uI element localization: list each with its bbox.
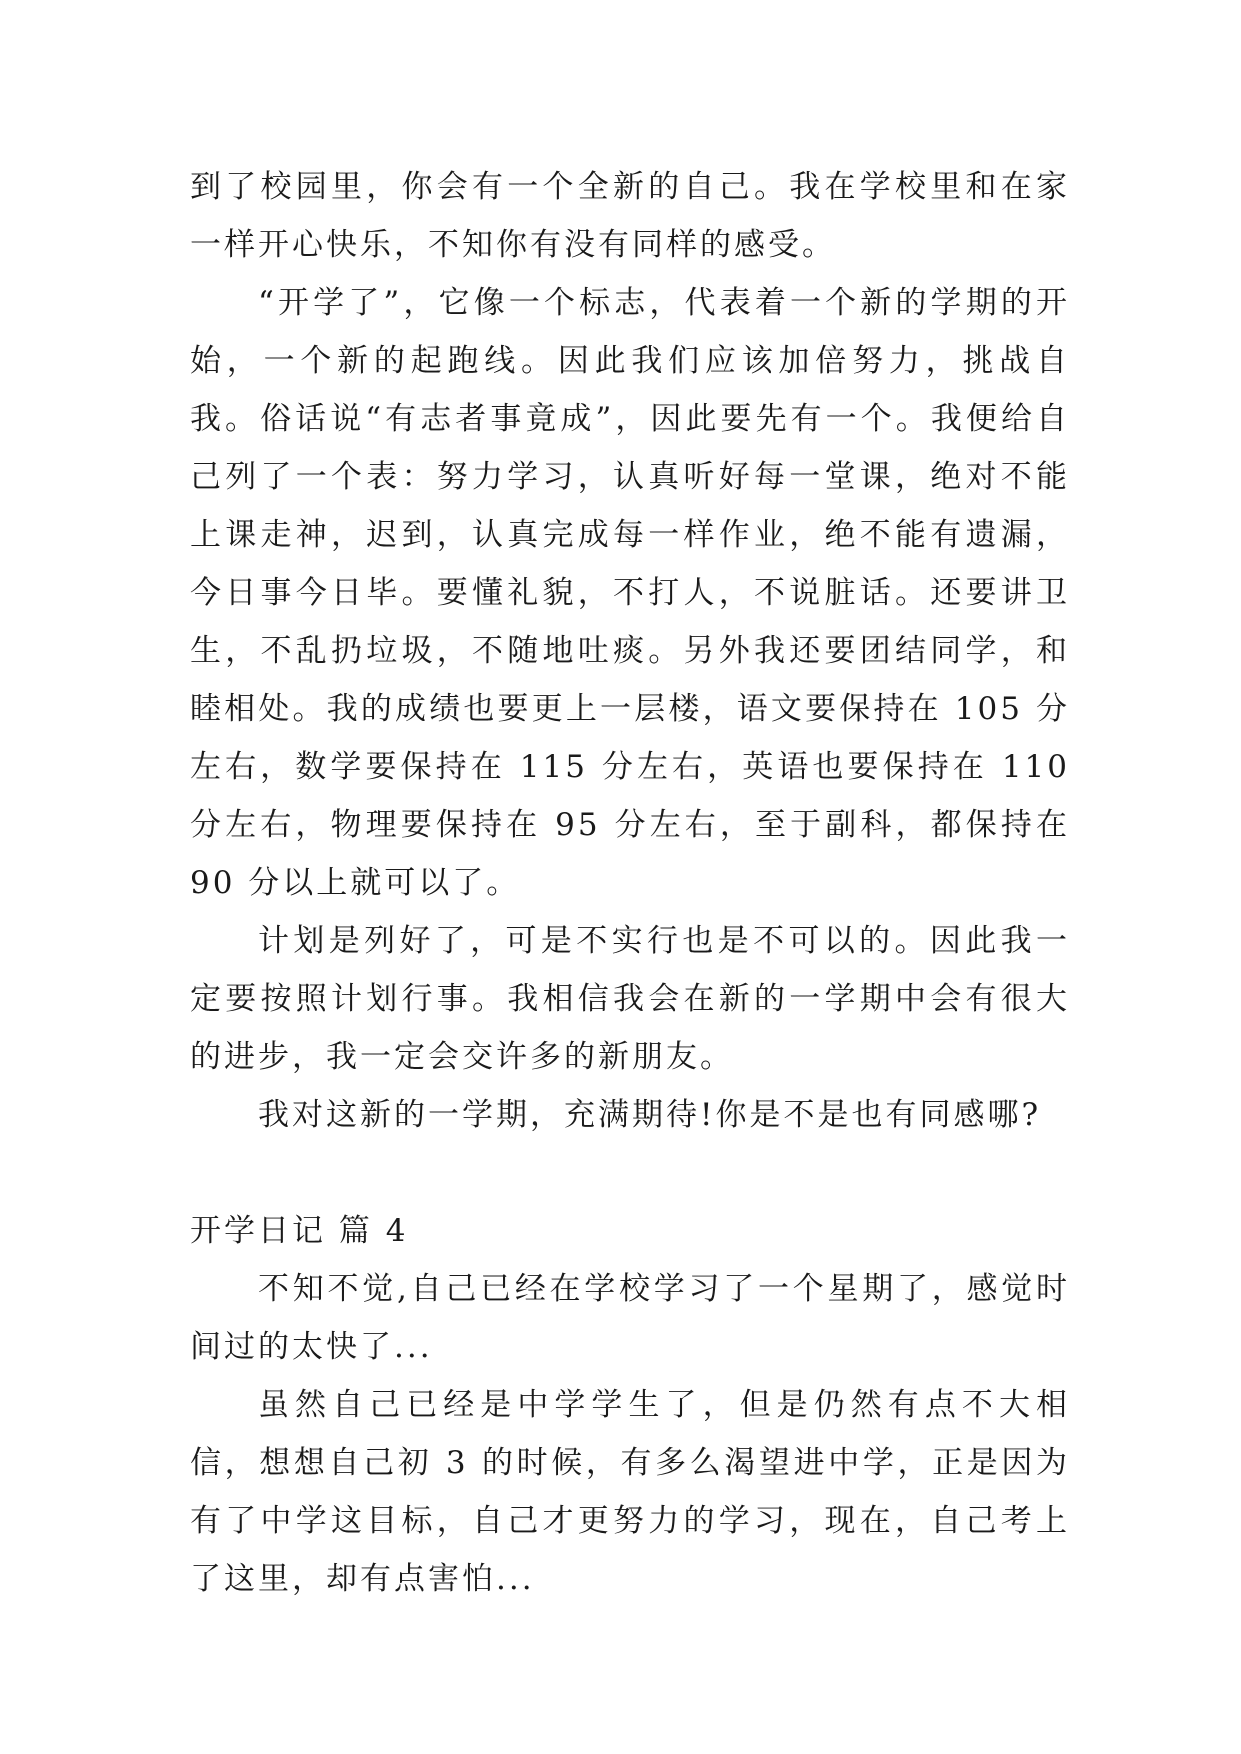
document-body	[190, 158, 1070, 1608]
paragraph-action: 计划是列好了，可是不实行也是不可以的。因此我一定要按照计划行事。我相信我会在新的一学期中会有很大的进步，我一定会交许多的新朋友。	[190, 923, 1070, 1075]
paragraph-plan: “开学了”，它像一个标志，代表着一个新的学期的开始，一个新的起跑线。因此我们应该加倍努力，挑战自我。俗话说“有志者事竟成”，因此要先有一个。我便给自己列了一个表：努力学习，认真听好每一堂课，绝对不能上课走神，迟到，认真完成每一样作业，绝不能有遗漏，今日事今日毕。要懂礼貌，不打人，不说脏话。还要讲卫生，不乱扔垃圾，不随地吐痰。另外我还要团结同学，和睦相处。我的成绩也要更上一层楼，语文要保持在 105 分左右，数学要保持在 115 分左右，英语也要保持在 110 分左右，物理要保持在 95 分左右，至于副科，都保持在 90 分以上就可以了。	[190, 285, 1070, 901]
paragraph-expectation: 我对这新的一学期，充满期待!你是不是也有同感哪?	[258, 1097, 1042, 1133]
paragraph-week-passed: 不知不觉,自己已经在学校学习了一个星期了，感觉时间过的太快了...	[190, 1271, 1070, 1365]
paragraph-continuation: 到了校园里，你会有一个全新的自己。我在学校里和在家一样开心快乐，不知你有没有同样的感受。	[190, 169, 1070, 263]
section-heading: 开学日记 篇 4	[190, 1213, 409, 1249]
paragraph-middle-school: 虽然自己已经是中学学生了，但是仍然有点不大相信，想想自己初 3 的时候，有多么渴望进中学，正是因为有了中学这目标，自己才更努力的学习，现在，自己考上了这里，却有点害怕...	[190, 1387, 1070, 1597]
